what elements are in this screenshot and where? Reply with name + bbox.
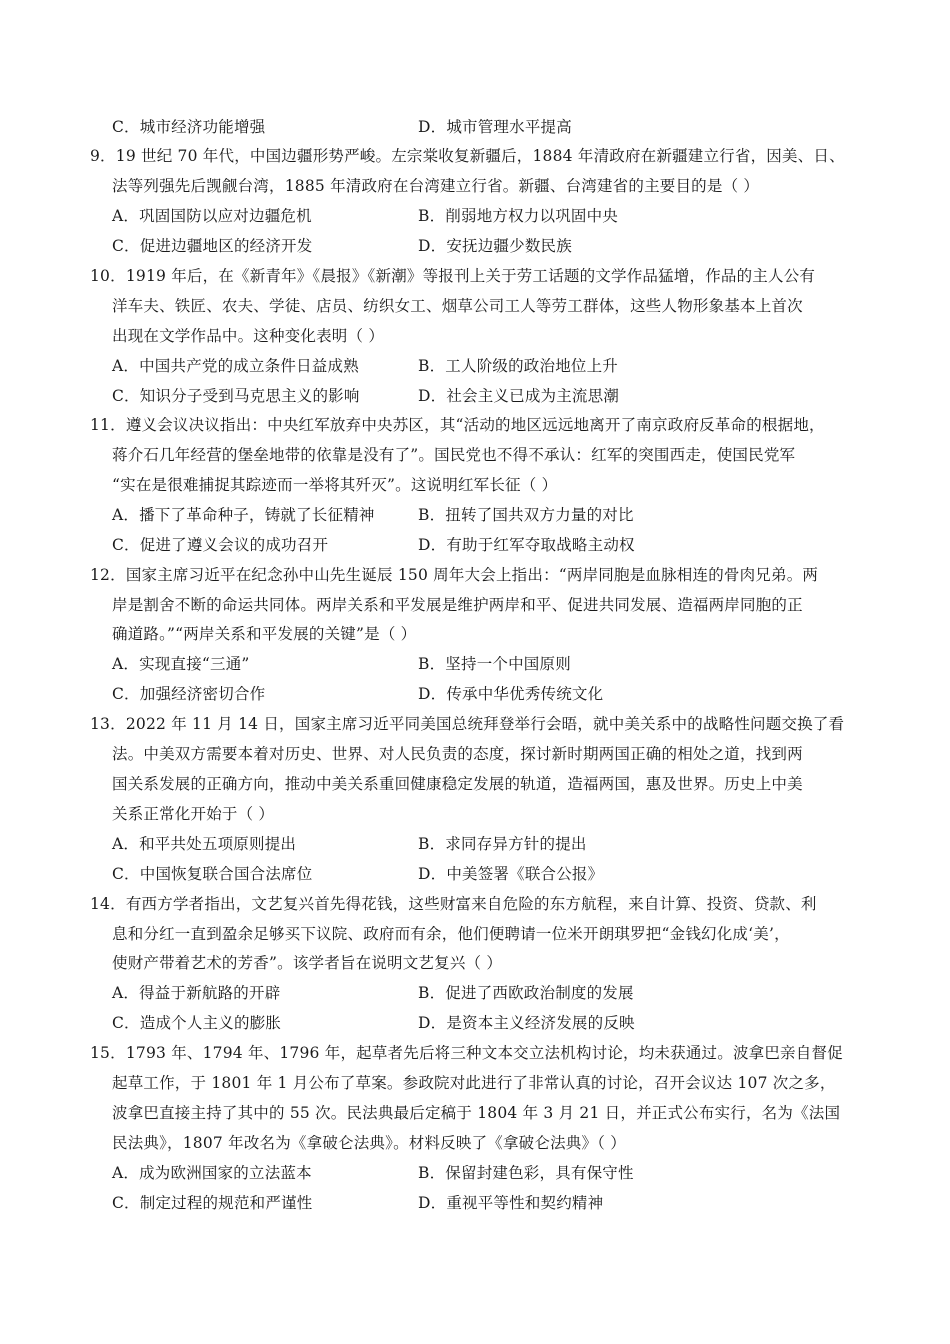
q14-stem-line-1: 14．有西方学者指出，文艺复兴首先得花钱，这些财富来自危险的东方航程，来自计算、投资、贷款、利	[90, 895, 817, 913]
q13-stem-line-1: 13．2022 年 11 月 14 日，国家主席习近平同美国总统拜登举行会晤，就中美关系中的战略性问题交换了看	[90, 715, 845, 733]
q10-stem-line-2: 洋车夫、铁匠、农夫、学徒、店员、纺织女工、烟草公司工人等劳工群体，这些人物形象基本上首次	[112, 297, 803, 315]
q10-stem-line-3: 出现在文学作品中。这种变化表明（ ）	[112, 327, 385, 345]
q15-option-a: A．成为欧洲国家的立法蓝本	[112, 1164, 312, 1182]
q15-option-b: B．保留封建色彩，具有保守性	[418, 1164, 634, 1182]
q10-option-a: A．中国共产党的成立条件日益成熟	[112, 357, 359, 375]
q14-stem-line-2: 息和分红一直到盈余足够买下议院、政府而有余，他们便聘请一位米开朗琪罗把“金钱幻化成‘美’，	[112, 925, 790, 943]
q13-option-d: D．中美签署《联合公报》	[418, 865, 604, 883]
q10-option-c: C．知识分子受到马克思主义的影响	[112, 387, 360, 405]
q11-stem-line-3: “实在是很难捕捉其踪迹而一举将其歼灭”。这说明红军长征（ ）	[112, 476, 558, 494]
q13-option-b: B．求同存异方针的提出	[418, 835, 587, 853]
q13-option-a: A．和平共处五项原则提出	[112, 835, 297, 853]
q9-option-c: C．促进边疆地区的经济开发	[112, 237, 313, 255]
q10-option-d: D．社会主义已成为主流思潮	[418, 387, 620, 405]
q13-option-c: C．中国恢复联合国合法席位	[112, 865, 313, 883]
q8-option-c: C．城市经济功能增强	[112, 118, 266, 136]
q11-option-c: C．促进了遵义会议的成功召开	[112, 536, 329, 554]
q15-stem-line-2: 起草工作，于 1801 年 1 月公布了草案。参政院对此进行了非常认真的讨论，召开会议达 107 次之多，	[112, 1074, 836, 1092]
q10-stem-line-1: 10．1919 年后，在《新青年》《晨报》《新潮》等报刊上关于劳工话题的文学作品猛增，作品的主人公有	[90, 267, 816, 285]
q8-option-d: D．城市管理水平提高	[418, 118, 572, 136]
q12-stem-line-2: 岸是割舍不断的命运共同体。两岸关系和平发展是维护两岸和平、促进共同发展、造福两岸同胞的正	[112, 596, 803, 614]
q14-option-c: C．造成个人主义的膨胀	[112, 1014, 282, 1032]
q15-stem-line-3: 波拿巴直接主持了其中的 55 次。民法典最后定稿于 1804 年 3 月 21 日，并正式公布实行，名为《法国	[112, 1104, 841, 1122]
q12-stem-line-1: 12．国家主席习近平在纪念孙中山先生诞辰 150 周年大会上指出：“两岸同胞是血脉相连的骨肉兄弟。两	[90, 566, 819, 584]
q14-option-a: A．得益于新航路的开辟	[112, 984, 281, 1002]
q15-stem-line-1: 15．1793 年、1794 年、1796 年，起草者先后将三种文本交立法机构讨论，均未获通过。波拿巴亲自督促	[90, 1044, 843, 1062]
q12-stem-line-3: 确道路。”“两岸关系和平发展的关键”是（ ）	[112, 625, 417, 643]
q15-option-c: C．制定过程的规范和严谨性	[112, 1194, 313, 1212]
q14-option-d: D．是资本主义经济发展的反映	[418, 1014, 635, 1032]
q13-stem-line-2: 法。中美双方需要本着对历史、世界、对人民负责的态度，探讨新时期两国正确的相处之道，找到两	[112, 745, 803, 763]
q11-stem-line-1: 11．遵义会议决议指出：中央红军放弃中央苏区，其“活动的地区远远地离开了南京政府反革命的根据地，	[90, 416, 825, 434]
q15-stem-line-4: 民法典》，1807 年改名为《拿破仑法典》。材料反映了《拿破仑法典》（ ）	[112, 1134, 626, 1152]
q13-stem-line-4: 关系正常化开始于（ ）	[112, 805, 275, 823]
q11-option-d: D．有助于红军夺取战略主动权	[418, 536, 635, 554]
q12-option-d: D．传承中华优秀传统文化	[418, 685, 604, 703]
q9-option-d: D．安抚边疆少数民族	[418, 237, 572, 255]
q9-stem-line-1: 9．19 世纪 70 年代，中国边疆形势严峻。左宗棠收复新疆后，1884 年清政府在新疆建立行省，因美、日、	[90, 147, 845, 165]
q12-option-c: C．加强经济密切合作	[112, 685, 266, 703]
q12-option-a: A．实现直接“三通”	[112, 655, 250, 673]
q13-stem-line-3: 国关系发展的正确方向，推动中美关系重回健康稳定发展的轨道，造福两国，惠及世界。历史上中美	[112, 775, 803, 793]
q9-option-a: A．巩固国防以应对边疆危机	[112, 207, 312, 225]
q12-option-b: B．坚持一个中国原则	[418, 655, 571, 673]
q14-option-b: B．促进了西欧政治制度的发展	[418, 984, 634, 1002]
q11-stem-line-2: 蒋介石几年经营的堡垒地带的依靠是没有了”。国民党也不得不承认：红军的突围西走，使国民党军	[112, 446, 796, 464]
q10-option-b: B．工人阶级的政治地位上升	[418, 357, 618, 375]
q9-stem-line-2: 法等列强先后觊觎台湾，1885 年清政府在台湾建立行省。新疆、台湾建省的主要目的是（ ）	[112, 177, 760, 195]
q9-option-b: B．削弱地方权力以巩固中央	[418, 207, 618, 225]
q11-option-b: B．扭转了国共双方力量的对比	[418, 506, 634, 524]
q11-option-a: A．播下了革命种子，铸就了长征精神	[112, 506, 375, 524]
q14-stem-line-3: 使财产带着艺术的芳香”。该学者旨在说明文艺复兴（ ）	[112, 954, 503, 972]
q15-option-d: D．重视平等性和契约精神	[418, 1194, 604, 1212]
